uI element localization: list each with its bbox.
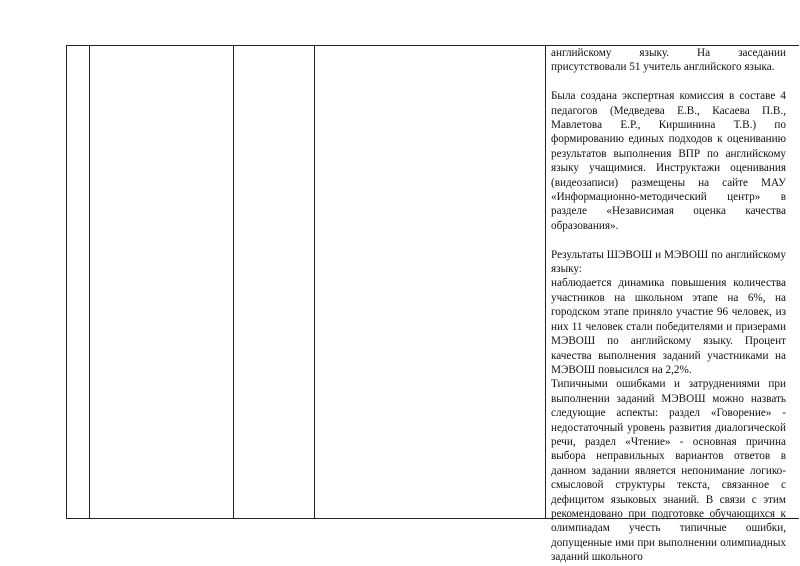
paragraph-participation-dynamics: наблюдается динамика повышения количества участников на школьном этапе на 6%, на городском этапе приняло участие 96 человек, из них 11 человек стали победителями и призерами МЭВОШ по английскому языку. Процент качества выполнения заданий участниками на МЭВОШ повысился на 2,2%.	[551, 277, 786, 376]
paragraph-expert-commission: Была создана экспертная комиссия в составе 4 педагогов (Медведева Е.В., Касаева П.В., Мавлетова Е.Р., Киршинина Т.В.) по формированию единых подходов к оцениванию результатов выполнения ВПР по английскому языку учащимися. Инструктажи оценивания (видеозаписи) размещены на сайте МАУ «Информационно-методический центр» в разделе «Независимая оценка качества образования».	[551, 90, 786, 232]
table-column-divider-4	[545, 45, 546, 519]
paragraph-spacer	[551, 233, 786, 247]
table-column-divider-1	[89, 45, 90, 519]
paragraph-spacer	[551, 75, 786, 89]
table-content-cell	[551, 46, 786, 564]
table-column-divider-2	[233, 45, 234, 519]
paragraph-results-heading: Результаты ШЭВОШ и МЭВОШ по английскому языку:	[551, 248, 786, 276]
paragraph-meeting-attendance: английскому языку. На заседании присутствовали 51 учитель английского языка.	[551, 47, 786, 74]
paragraph-typical-errors: Типичными ошибками и затруднениями при выполнении заданий МЭВОШ можно назвать следующие аспекты: раздел «Говорение» - недостаточный уровень развития диалогической речи, раздел «Чтение» - основная причина выбора неправильных вариантов ответов в данном задании является непонимание логико-смысловой структуры текста, связанное с дефицитом языковых знаний. В связи с этим рекомендовано при подготовке обучающихся к олимпиадам учесть типичные ошибки, допущенные ими при выполнении олимпиадных заданий школьного	[551, 378, 786, 564]
table-column-divider-3	[314, 45, 315, 519]
